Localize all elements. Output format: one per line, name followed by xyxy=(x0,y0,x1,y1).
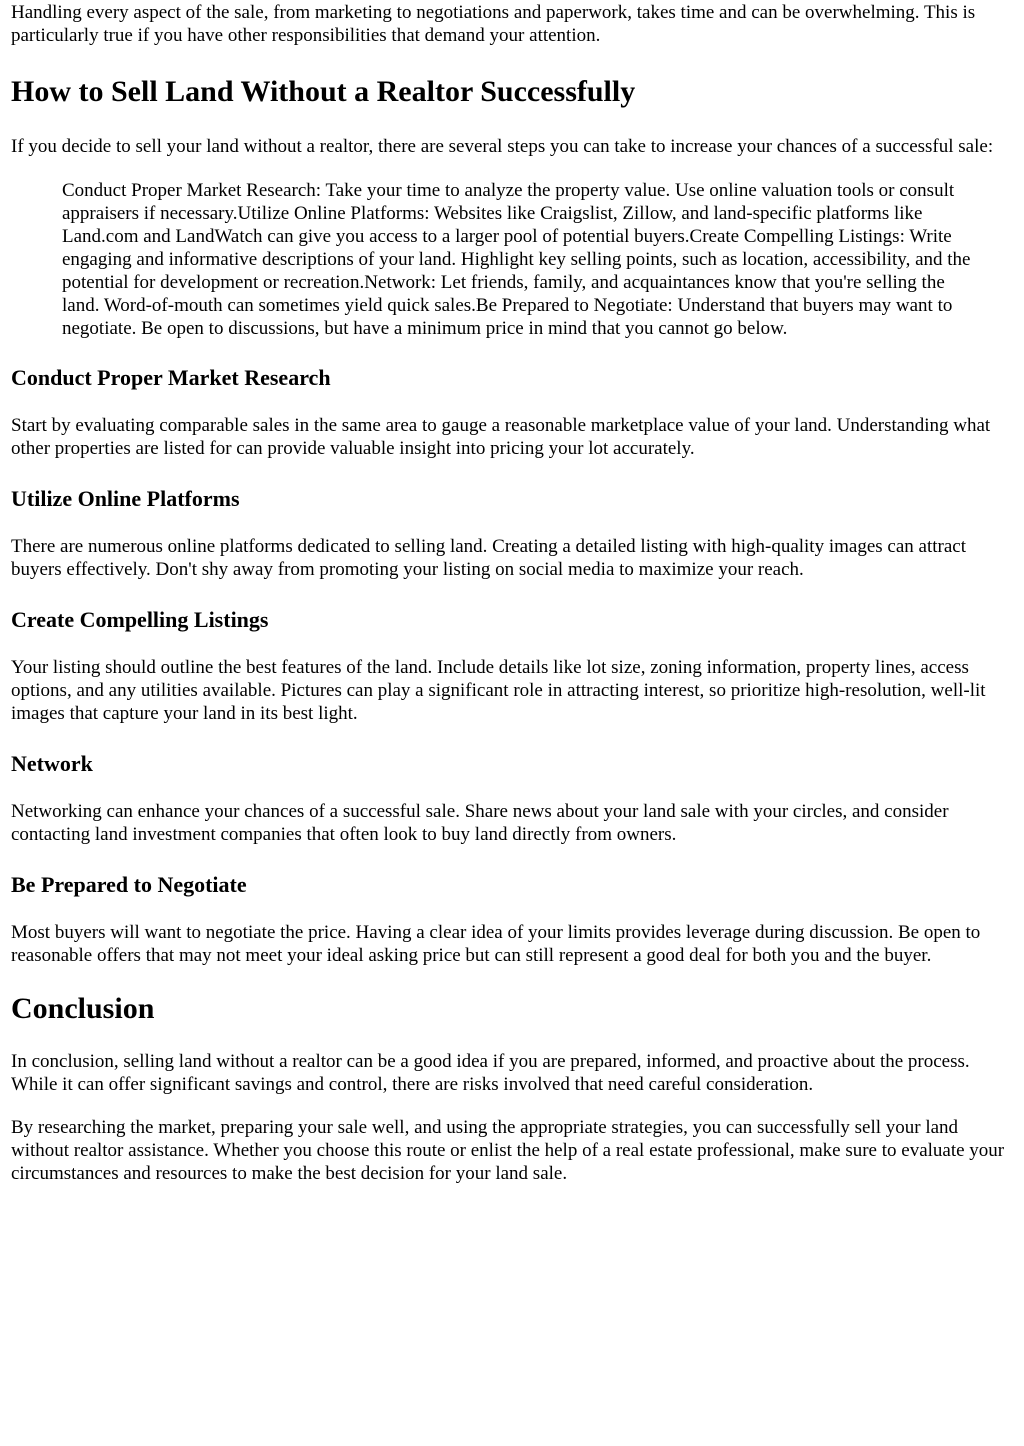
section-body-market-research: Start by evaluating comparable sales in the same area to gauge a reasonable marketplace value of your land. Understanding what other properties are listed for can provide valuable insight into pricing your lot accurately. xyxy=(11,415,991,459)
how-to-lead-paragraph: If you decide to sell your land without a realtor, there are several steps you can take to increase your chances of a successful sale: xyxy=(11,136,994,157)
intro-paragraph: Handling every aspect of the sale, from marketing to negotiations and paperwork, takes time and can be overwhelming. This is particularly true if you have other responsibilities that demand your attention. xyxy=(11,2,976,46)
section-heading-network: Network xyxy=(11,751,93,776)
section-heading-compelling-listings: Create Compelling Listings xyxy=(11,607,269,632)
section-body-compelling-listings: Your listing should outline the best features of the land. Include details like lot size, zoning information, property lines, access options, and any utilities available. Pictures can play a significant role in attracting interest, so prioritize high-resolution, well-lit images that capture your land in its best light. xyxy=(11,657,986,724)
section-heading-market-research: Conduct Proper Market Research xyxy=(11,365,331,390)
section-body-online-platforms: There are numerous online platforms dedicated to selling land. Creating a detailed listing with high-quality images can attract buyers effectively. Don't shy away from promoting your listing on social media to maximize your reach. xyxy=(11,536,966,580)
section-body-network: Networking can enhance your chances of a successful sale. Share news about your land sale with your circles, and consider contacting land investment companies that often look to buy land directly from owners. xyxy=(11,801,949,845)
section-heading-negotiate: Be Prepared to Negotiate xyxy=(11,872,247,897)
how-to-heading: How to Sell Land Without a Realtor Successfully xyxy=(11,75,636,108)
section-heading-online-platforms: Utilize Online Platforms xyxy=(11,486,240,511)
conclusion-paragraph-1: In conclusion, selling land without a realtor can be a good idea if you are prepared, informed, and proactive about the process. While it can offer significant savings and control, there are risks involved that need careful consideration. xyxy=(11,1051,970,1095)
section-body-negotiate: Most buyers will want to negotiate the price. Having a clear idea of your limits provides leverage during discussion. Be open to reasonable offers that may not meet your ideal asking price but can still represent a good deal for both you and the buyer. xyxy=(11,922,981,966)
steps-summary-quote: Conduct Proper Market Research: Take your time to analyze the property value. Use online valuation tools or consult appraisers if necessary.Utilize Online Platforms: Websites like Craigslist, Zillow, and land-specific platforms like Land.com and LandWatch can give you access to a larger pool of potential buyers.Create Compelling Listings: Write engaging and informative descriptions of your land. Highlight key selling points, such as location, accessibility, and the potential for development or recreation.Network: Let friends, family, and acquaintances know that you're selling the land. Word-of-mouth can sometimes yield quick sales.Be Prepared to Negotiate: Understand that buyers may want to negotiate. Be open to discussions, but have a minimum price in mind that you cannot go below. xyxy=(62,180,971,339)
conclusion-paragraph-2: By researching the market, preparing your sale well, and using the appropriate strategies, you can successfully sell your land without realtor assistance. Whether you choose this route or enlist the help of a real estate professional, make sure to evaluate your circumstances and resources to make the best decision for your land sale. xyxy=(11,1117,1005,1184)
conclusion-heading: Conclusion xyxy=(11,992,155,1025)
